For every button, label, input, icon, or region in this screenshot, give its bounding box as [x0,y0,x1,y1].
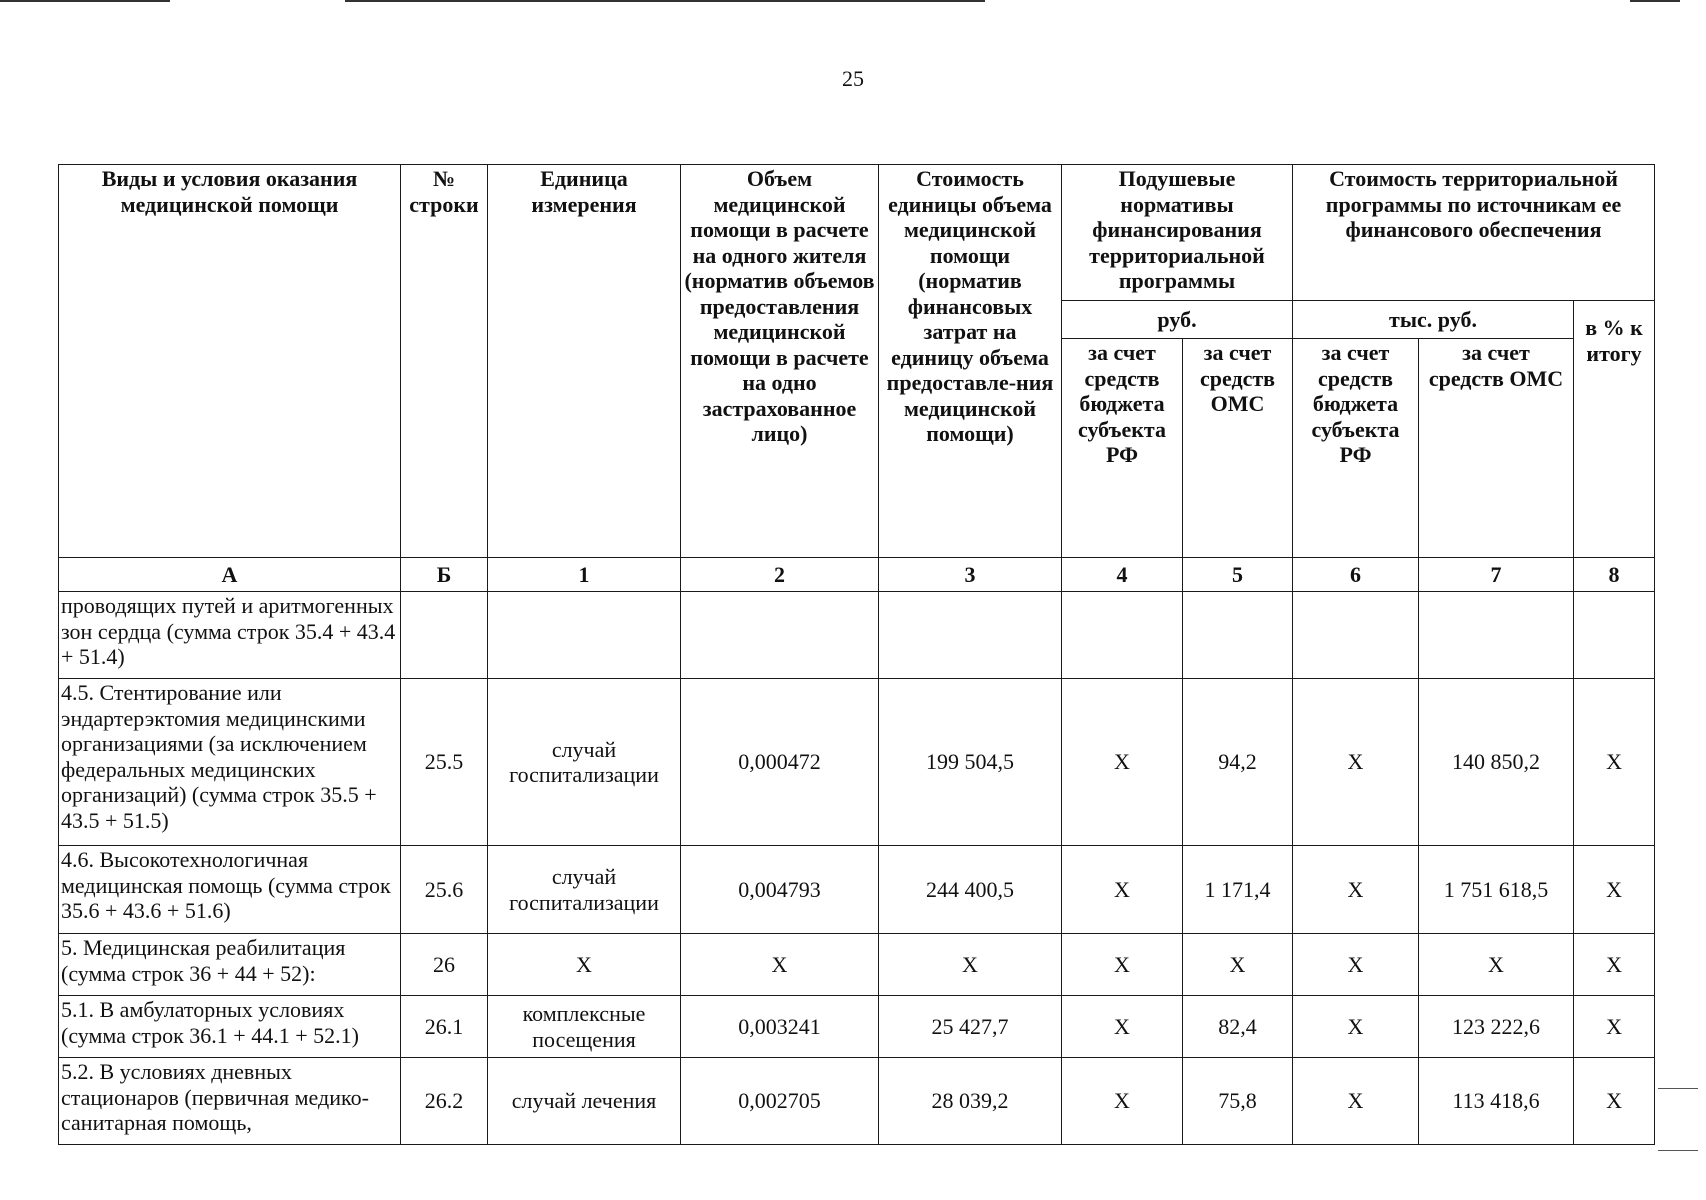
header-unit: Единица измерения [488,165,681,558]
column-index: 1 [488,558,681,592]
row-unit: случай госпитализации [488,846,681,934]
row-cost: 25 427,7 [879,996,1062,1058]
row-name: 4.6. Высокотехнологичная медицинская помощь (сумма строк 35.6 + 43.6 + 51.6) [59,846,401,934]
row-col-4: Х [1062,996,1183,1058]
row-unit [488,592,681,679]
margin-line [1658,1150,1698,1151]
row-number: 26.2 [401,1058,488,1145]
row-col-4: Х [1062,1058,1183,1145]
header-oms-thousand: за счет средств ОМС [1419,339,1574,558]
row-col-8: Х [1574,996,1655,1058]
row-name: 4.5. Стентирование или эндартерэктомия медицинскими организациями (за исключением федеральных медицинских организаций) (сумма строк 35.5 + 43.5 + 51.5) [59,679,401,846]
row-volume [681,592,879,679]
column-index: 7 [1419,558,1574,592]
column-index: 6 [1293,558,1419,592]
row-number: 25.6 [401,846,488,934]
header-percent-total: в % к итогу [1574,301,1655,558]
table-row [59,679,1655,846]
row-volume: 0,004793 [681,846,879,934]
row-col-5: 82,4 [1183,996,1293,1058]
row-number: 25.5 [401,679,488,846]
column-index: 2 [681,558,879,592]
row-name: проводящих путей и аритмогенных зон сердца (сумма строк 35.4 + 43.4 + 51.4) [59,592,401,679]
header-row-number: № строки [401,165,488,558]
row-col-7 [1419,592,1574,679]
row-volume: 0,003241 [681,996,879,1058]
row-col-8: Х [1574,846,1655,934]
row-col-6: Х [1293,934,1419,996]
header-thousand-rub: тыс. руб. [1293,301,1574,339]
row-unit: Х [488,934,681,996]
row-col-6: Х [1293,996,1419,1058]
row-col-7: 113 418,6 [1419,1058,1574,1145]
row-col-5: Х [1183,934,1293,996]
row-col-7: 123 222,6 [1419,996,1574,1058]
row-number [401,592,488,679]
header-program-cost: Стоимость территориальной программы по источникам ее финансового обеспечения [1293,165,1655,301]
row-cost [879,592,1062,679]
column-index: 4 [1062,558,1183,592]
financing-table [58,164,1655,1145]
row-col-4 [1062,592,1183,679]
column-index: А [59,558,401,592]
row-col-7: Х [1419,934,1574,996]
row-unit: случай госпитализации [488,679,681,846]
header-per-capita: Подушевые нормативы финансирования территориальной программы [1062,165,1293,301]
row-number: 26 [401,934,488,996]
header-unit-cost: Стоимость единицы объема медицинской помощи (норматив финансовых затрат на единицу объема предоставле-ния медицинской помощи) [879,165,1062,558]
row-col-7: 1 751 618,5 [1419,846,1574,934]
row-col-4: Х [1062,934,1183,996]
header-oms-rub: за счет средств ОМС [1183,339,1293,558]
row-name: 5.1. В амбулаторных условиях (сумма строк 36.1 + 44.1 + 52.1) [59,996,401,1058]
row-col-5 [1183,592,1293,679]
column-index: 5 [1183,558,1293,592]
row-unit: комплексные посещения [488,996,681,1058]
table-row [59,934,1655,996]
top-edge-line [1630,0,1680,2]
table-row [59,846,1655,934]
row-cost: Х [879,934,1062,996]
row-col-8: Х [1574,934,1655,996]
row-col-6: Х [1293,846,1419,934]
row-cost: 199 504,5 [879,679,1062,846]
column-index: 8 [1574,558,1655,592]
row-col-8: Х [1574,679,1655,846]
top-edge-line [345,0,985,2]
header-type: Виды и условия оказания медицинской помощи [59,165,401,558]
row-col-8: Х [1574,1058,1655,1145]
row-col-4: Х [1062,846,1183,934]
row-unit: случай лечения [488,1058,681,1145]
header-rub: руб. [1062,301,1293,339]
row-col-4: Х [1062,679,1183,846]
row-cost: 244 400,5 [879,846,1062,934]
row-number: 26.1 [401,996,488,1058]
top-edge-line [0,0,170,2]
page-number: 25 [842,66,864,91]
row-volume: 0,000472 [681,679,879,846]
row-name: 5.2. В условиях дневных стационаров (первичная медико-санитарная помощь, [59,1058,401,1145]
header-budget-rub: за счет средств бюджета субъекта РФ [1062,339,1183,558]
row-volume: Х [681,934,879,996]
header-volume: Объем медицинской помощи в расчете на одного жителя (норматив объемов предоставления медицинской помощи в расчете на одно застрахованное лицо) [681,165,879,558]
table-row [59,996,1655,1058]
row-col-5: 94,2 [1183,679,1293,846]
header-budget-thousand: за счет средств бюджета субъекта РФ [1293,339,1419,558]
row-col-5: 75,8 [1183,1058,1293,1145]
row-col-8 [1574,592,1655,679]
row-volume: 0,002705 [681,1058,879,1145]
row-cost: 28 039,2 [879,1058,1062,1145]
row-col-6: Х [1293,679,1419,846]
margin-line [1658,1088,1698,1089]
row-name: 5. Медицинская реабилитация (сумма строк 36 + 44 + 52): [59,934,401,996]
column-index: 3 [879,558,1062,592]
row-col-7: 140 850,2 [1419,679,1574,846]
table-row [59,1058,1655,1145]
row-col-6: Х [1293,1058,1419,1145]
row-col-6 [1293,592,1419,679]
table-row [59,592,1655,679]
column-index: Б [401,558,488,592]
row-col-5: 1 171,4 [1183,846,1293,934]
